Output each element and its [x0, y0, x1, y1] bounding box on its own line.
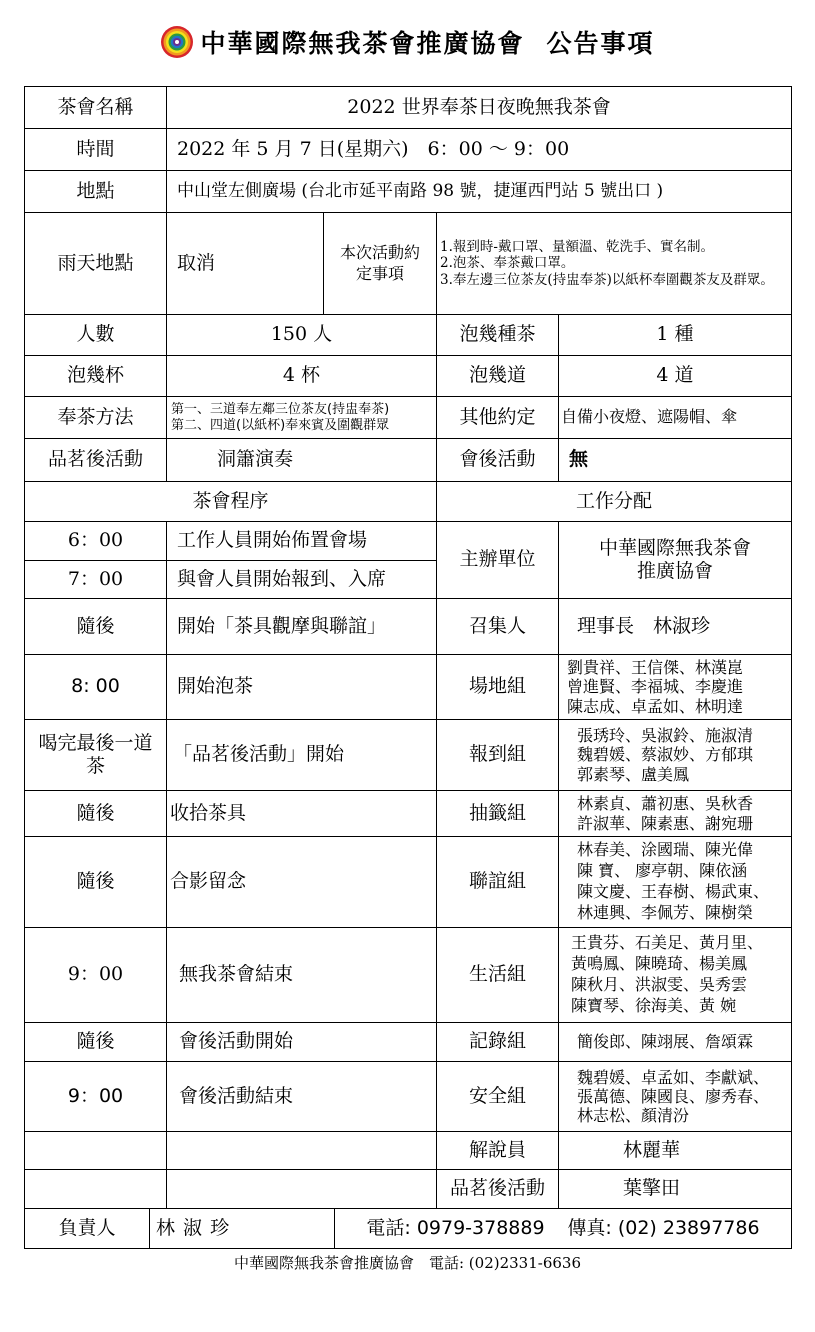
after-meeting-label: 會後活動 [436, 438, 559, 482]
program-heading: 茶會程序 [24, 481, 437, 522]
time-label: 時間 [24, 128, 167, 171]
work-role: 報到組 [436, 719, 559, 791]
method-line: 第二、四道(以紙杯)奉來賓及圍觀群眾 [171, 417, 390, 433]
work-name-line: 陳志成、卓孟如、林明達 [567, 696, 744, 716]
work-names: 理事長 林淑珍 [558, 598, 792, 655]
rule-item: 2.泡茶、奉茶戴口罩。 [440, 255, 575, 272]
work-name-line: 陳文慶、王春樹、楊武東、 [577, 882, 770, 901]
work-role: 記錄組 [436, 1022, 559, 1062]
tea-kinds-label: 泡幾種茶 [436, 314, 559, 356]
work-names [558, 719, 792, 791]
people-count: 150 人 [166, 314, 437, 356]
other-rules: 自備小夜燈、遮陽帽、傘 [558, 396, 792, 439]
empty-cell [166, 1131, 437, 1170]
rounds-label: 泡幾道 [436, 355, 559, 397]
work-names [558, 1061, 792, 1132]
work-name-line: 陳 寶、 廖亭朝、陳依涵 [577, 861, 748, 881]
work-name-line: 林志松、顏清汾 [577, 1106, 690, 1126]
footer-contact: 中華國際無我茶會推廣協會 電話: (02)2331-6636 [233, 1254, 582, 1272]
work-name-line: 林素貞、蕭初惠、吳秋香 [577, 794, 754, 814]
program-time: 隨後 [24, 1022, 167, 1062]
work-name-line: 許淑華、陳素惠、謝宛珊 [577, 813, 754, 833]
tea-kinds: 1 種 [558, 314, 792, 356]
rules-list [436, 212, 792, 315]
work-names: 葉擎田 [558, 1169, 792, 1209]
work-role: 聯誼組 [436, 836, 559, 928]
program-item: 工作人員開始佈置會場 [166, 521, 437, 561]
event-place: 中山堂左側廣場 (台北市延平南路 98 號，捷運西門站 5 號出口 ) [166, 170, 792, 213]
program-time: 9：00 [24, 927, 167, 1023]
work-name-line: 張琇玲、吳淑鈴、施淑清 [577, 726, 754, 746]
work-role: 抽籤組 [436, 790, 559, 837]
event-time: 2022 年 5 月 7 日(星期六) 6：00 ～ 9：00 [166, 128, 792, 171]
work-name-line: 張萬德、陳國良、廖秀春、 [577, 1086, 770, 1106]
empty-cell [166, 1169, 437, 1209]
work-name-line: 林春美、涂國瑞、陳光偉 [577, 840, 754, 860]
rule-item: 3.奉左邊三位茶友(持盅奉茶)以紙杯奉圍觀茶友及群眾。 [440, 271, 774, 288]
program-time: 7：00 [24, 560, 167, 599]
work-name-line: 黃鳴鳳、陳曉琦、楊美鳳 [571, 954, 748, 974]
work-name-line: 郭素琴、盧美鳳 [577, 764, 690, 784]
work-names: 林麗華 [558, 1131, 792, 1170]
rounds-count: 4 道 [558, 355, 792, 397]
program-item: 開始泡茶 [166, 654, 437, 720]
work-names [558, 521, 792, 599]
program-item: 「品茗後活動」開始 [166, 719, 437, 791]
person-label: 負責人 [24, 1208, 150, 1249]
work-role: 生活組 [436, 927, 559, 1023]
program-time: 6：00 [24, 521, 167, 561]
program-item: 無我茶會結束 [166, 927, 437, 1023]
cups-label: 泡幾杯 [24, 355, 167, 397]
place-label: 地點 [24, 170, 167, 213]
program-item: 合影留念 [166, 836, 437, 928]
work-role: 解說員 [436, 1131, 559, 1170]
work-name-line: 曾進賢、李福城、李慶進 [567, 677, 744, 697]
responsible-person: 林 淑 珍 [149, 1208, 335, 1249]
association-title: 中華國際無我茶會推廣協會 [200, 29, 525, 58]
other-label: 其他約定 [436, 396, 559, 439]
work-name-line: 魏碧媛、蔡淑妙、方郁琪 [577, 745, 754, 765]
empty-cell [24, 1169, 167, 1209]
method-text [166, 396, 437, 439]
event-name: 2022 世界奉茶日夜晚無我茶會 [166, 86, 792, 129]
empty-cell [24, 1131, 167, 1170]
work-names [558, 654, 792, 720]
work-role: 品茗後活動 [436, 1169, 559, 1209]
work-name-line: 劉貴祥、王信傑、林漢崑 [567, 658, 744, 678]
work-name-line: 林連興、李佩芳、陳樹榮 [577, 902, 754, 922]
program-item: 會後活動開始 [166, 1022, 437, 1062]
program-time: 喝完最後一道茶 [24, 719, 167, 791]
work-names [558, 836, 792, 928]
cups-count: 4 杯 [166, 355, 437, 397]
people-label: 人數 [24, 314, 167, 356]
program-time: 隨後 [24, 836, 167, 928]
work-name-line: 中華國際無我茶會 [598, 536, 751, 559]
work-role: 主辦單位 [436, 521, 559, 599]
program-item: 與會人員開始報到、入席 [166, 560, 437, 599]
work-heading: 工作分配 [436, 481, 792, 522]
work-name-line: 陳秋月、洪淑雯、吳秀雲 [571, 975, 748, 994]
contact-info [334, 1208, 792, 1249]
method-label: 奉茶方法 [24, 396, 167, 439]
rules-label: 本次活動約定事項 [323, 212, 437, 315]
phone-number: 電話: 0979-378889 [366, 1216, 545, 1239]
work-name-line: 推廣協會 [636, 560, 713, 582]
program-item: 收拾茶具 [166, 790, 437, 837]
notice-title: 公告事項 [546, 29, 655, 58]
work-role: 召集人 [436, 598, 559, 655]
work-name-line: 魏碧媛、卓孟如、李獻斌、 [577, 1067, 770, 1087]
method-line: 第一、三道奉左鄰三位茶友(持盅奉茶) [171, 401, 390, 417]
rain-place-label: 雨天地點 [24, 212, 167, 315]
program-time: 9：00 [24, 1061, 167, 1132]
work-names [558, 927, 792, 1023]
work-names: 簡俊郎、陳翊展、詹頌霖 [558, 1022, 792, 1062]
program-item: 會後活動結束 [166, 1061, 437, 1132]
program-time: 隨後 [24, 790, 167, 837]
program-time: 8: 00 [24, 654, 167, 720]
program-item: 開始「茶具觀摩與聯誼」 [166, 598, 437, 655]
work-role: 場地組 [436, 654, 559, 720]
event-name-label: 茶會名稱 [24, 86, 167, 129]
rain-place: 取消 [166, 212, 324, 315]
work-name-line: 王貴芬、石美足、黃月里、 [571, 933, 764, 953]
program-time: 隨後 [24, 598, 167, 655]
after-tasting-label: 品茗後活動 [24, 438, 167, 482]
work-names [558, 790, 792, 837]
fax-number: 傳真: (02) 23897786 [567, 1216, 760, 1239]
work-role: 安全組 [436, 1061, 559, 1132]
rule-item: 1.報到時-戴口罩、量額溫、乾洗手、實名制。 [440, 239, 714, 256]
after-meeting: 無 [558, 438, 792, 482]
after-tasting: 洞簫演奏 [166, 438, 437, 482]
work-name-line: 陳寶琴、徐海美、黃 婉 [571, 995, 737, 1015]
